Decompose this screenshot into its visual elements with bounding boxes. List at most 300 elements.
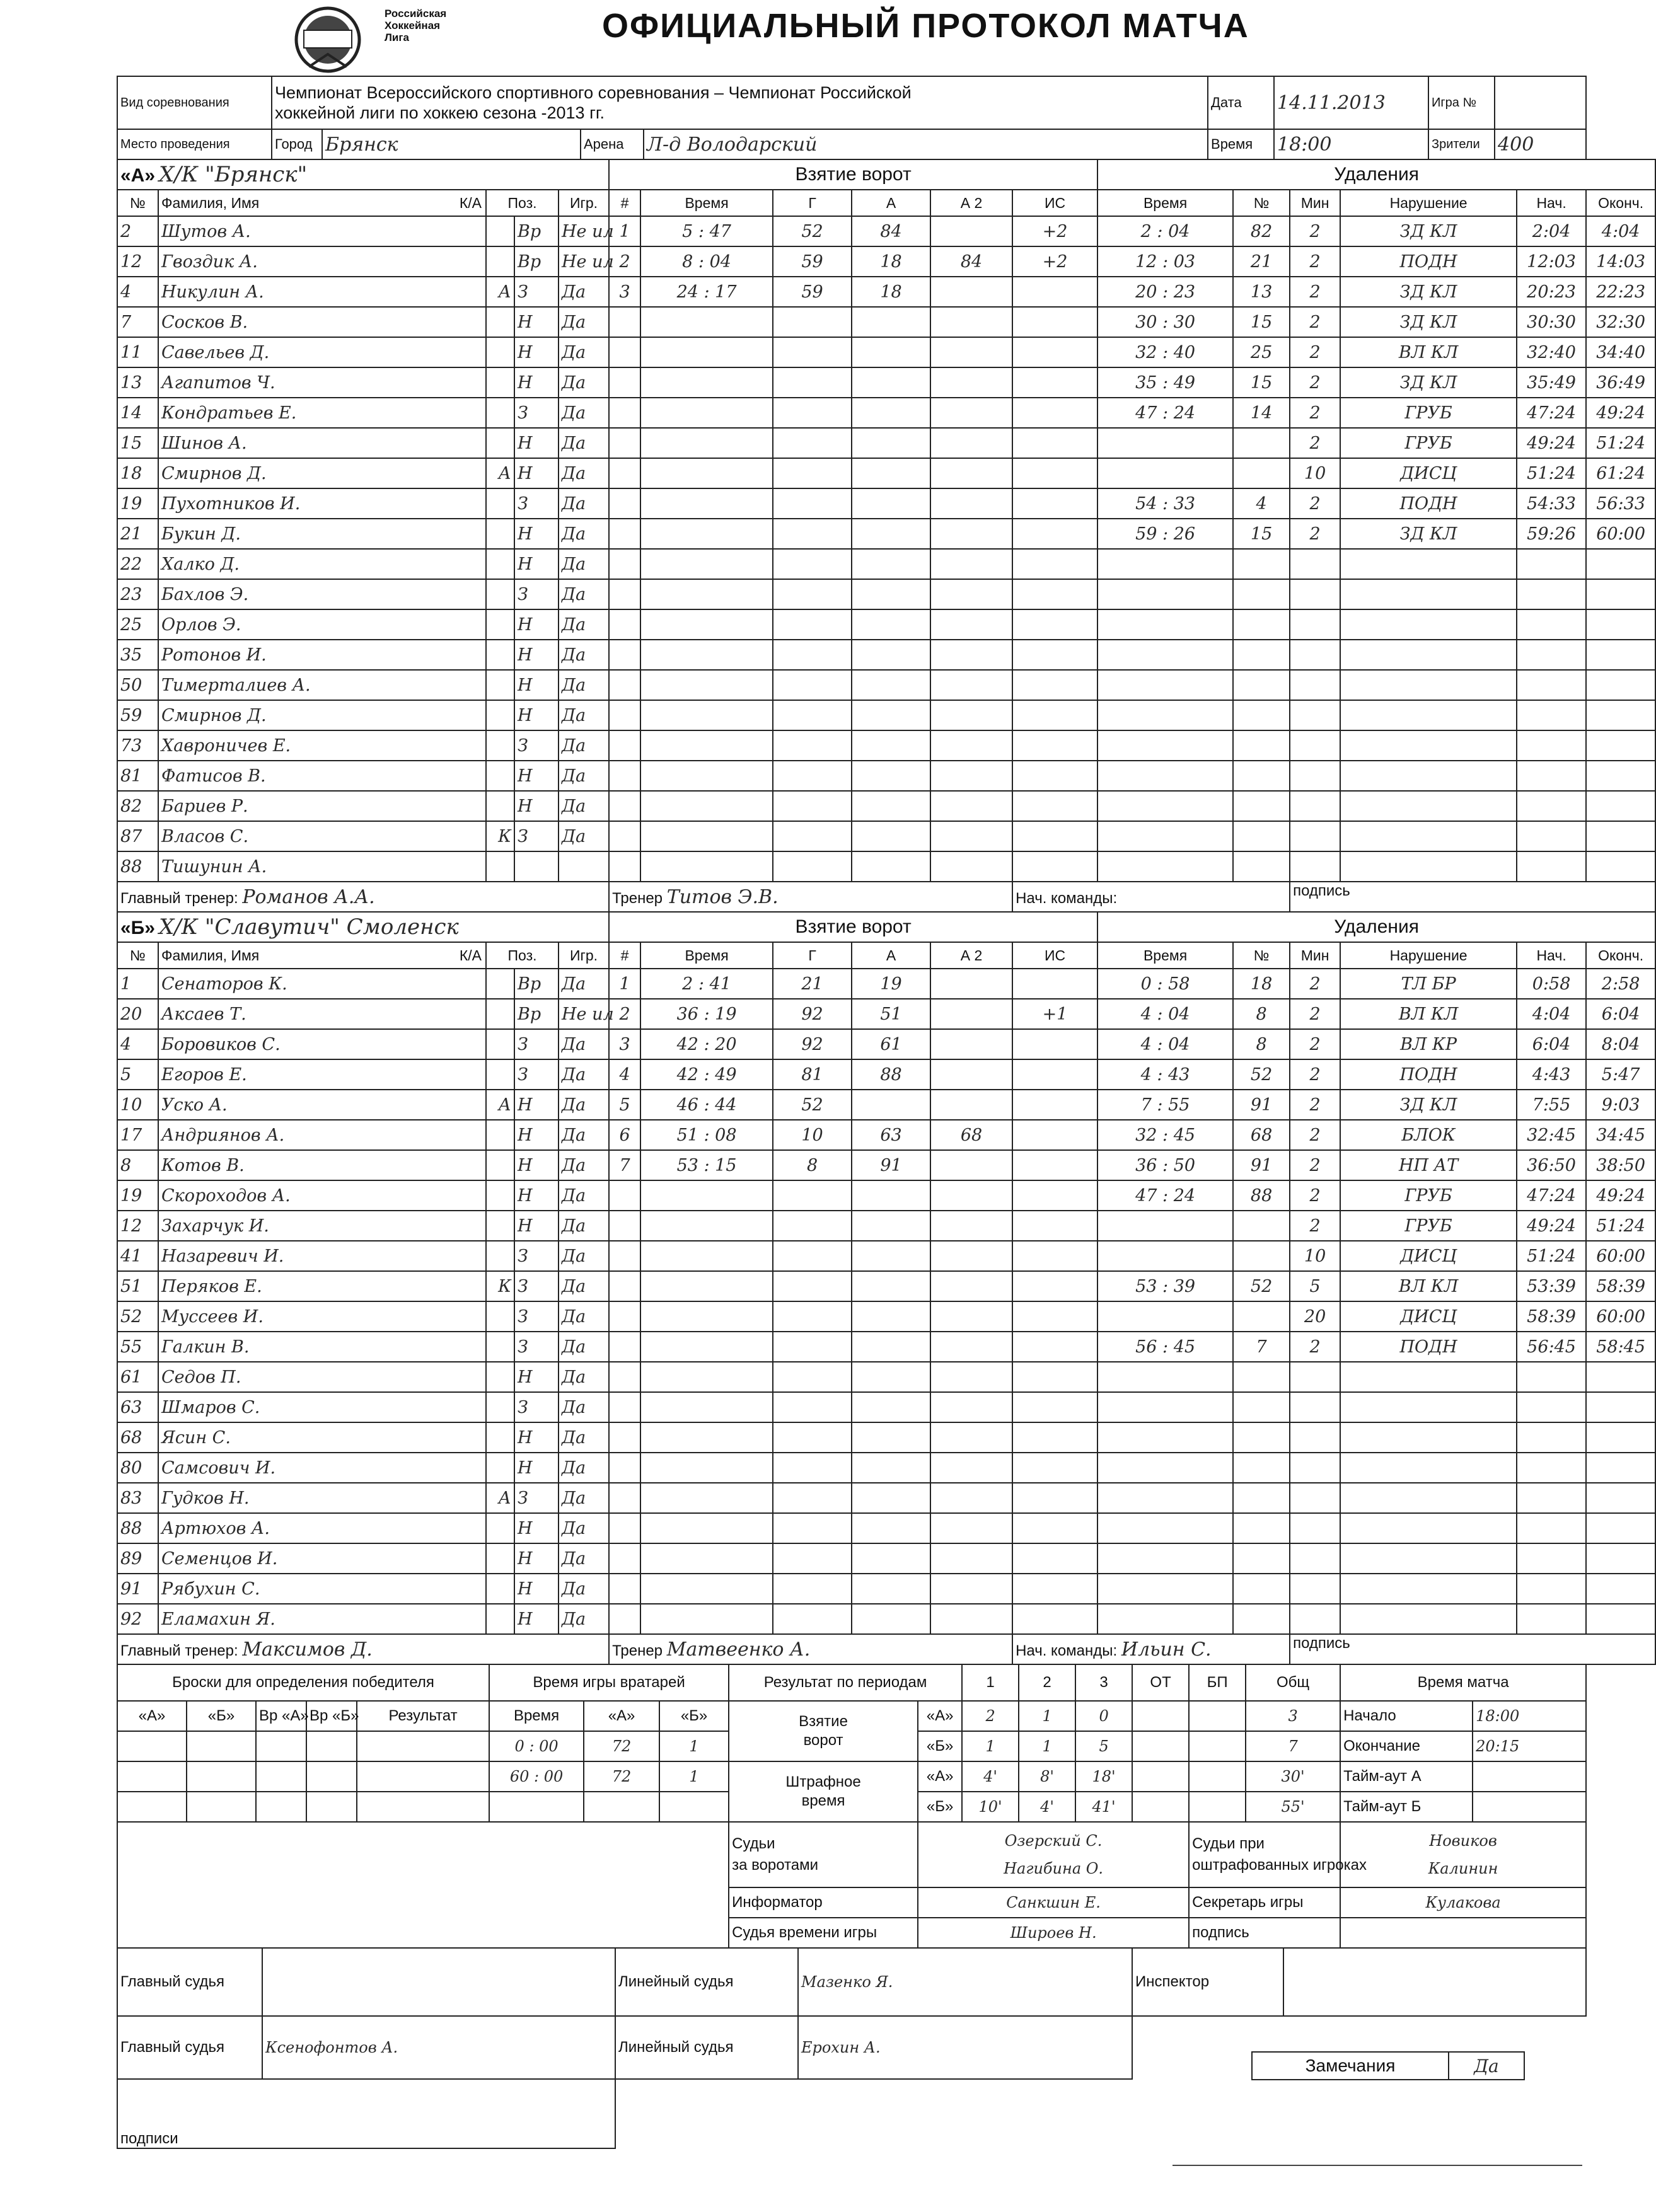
team-a-penalty-end: 56:33	[1586, 488, 1655, 519]
team-a-penalty-time: 54 : 33	[1097, 488, 1233, 519]
team-a-player-ka	[486, 307, 514, 337]
team-b-goal-scorer	[773, 1362, 852, 1392]
team-a-goal-num	[609, 519, 640, 549]
team-a-goal-scorer	[773, 791, 852, 821]
team-a-player-name: Тишунин А.	[158, 851, 486, 882]
table-row	[117, 1574, 1655, 1604]
team-b-player-pos: Н	[514, 1574, 559, 1604]
team-a-penalty-minutes: 2	[1290, 246, 1340, 277]
team-b-goal-num: 3	[609, 1029, 640, 1059]
team-b-player-num: 61	[117, 1362, 158, 1392]
team-a-goal-assist-2	[930, 488, 1012, 519]
table-row	[117, 1483, 1655, 1513]
col-name: Фамилия, Имя К/А	[158, 942, 486, 969]
team-a-coach: Тренер Титов Э.В.	[609, 882, 1012, 912]
team-b-penalty-end	[1586, 1604, 1655, 1634]
team-a-goal-num	[609, 367, 640, 398]
team-a-penalty-start	[1517, 700, 1586, 730]
team-a-goal-assist	[852, 609, 930, 640]
team-a-goal-scorer	[773, 609, 852, 640]
team-b-penalty-start	[1517, 1392, 1586, 1422]
team-b-goal-assist-2	[930, 1271, 1012, 1301]
team-a-penalty-start	[1517, 730, 1586, 761]
shootout-col-b: «Б»	[187, 1701, 256, 1731]
table-row	[117, 1090, 1655, 1120]
team-a-penalty-player	[1233, 730, 1290, 761]
team-b-player-ka: К	[486, 1271, 514, 1301]
team-b-penalty-offense	[1340, 1392, 1517, 1422]
team-b-player-played: Да	[559, 1241, 609, 1271]
team-b-penalty-end: 6:04	[1586, 999, 1655, 1029]
team-b-player-played: Да	[559, 1059, 609, 1090]
team-b-penalty-start: 49:24	[1517, 1211, 1586, 1241]
team-a-penalty-time	[1097, 730, 1233, 761]
team-b-goal-assist-2	[930, 1180, 1012, 1211]
team-b-penalty-time: 53 : 39	[1097, 1271, 1233, 1301]
team-b-player-name: Захарчук И.	[158, 1211, 486, 1241]
team-b-goal-scorer: 8	[773, 1150, 852, 1180]
team-b-table	[117, 911, 1656, 1665]
team-b-goal-scorer	[773, 1513, 852, 1543]
gk-row-2-time: 60 : 00	[489, 1761, 584, 1792]
goals-a-p2: 1	[1019, 1701, 1075, 1731]
team-b-goal-time: 51 : 08	[640, 1120, 773, 1150]
team-b-player-name: Ясин С.	[158, 1422, 486, 1453]
team-b-penalty-time	[1097, 1574, 1233, 1604]
team-b-goal-assist: 19	[852, 969, 930, 999]
logo-line-2: Хоккейная	[385, 20, 441, 32]
team-a-player-played: Да	[559, 821, 609, 851]
team-a-penalty-start	[1517, 640, 1586, 670]
team-b-goal-assist-2	[930, 1059, 1012, 1090]
spectators-label: Зрители	[1428, 129, 1495, 159]
team-a-player-played	[559, 851, 609, 882]
team-a-goal-strength	[1012, 821, 1097, 851]
team-b-goal-assist: 88	[852, 1059, 930, 1090]
team-a-player-name: Фатисов В.	[158, 761, 486, 791]
gk-col-b: «Б»	[659, 1701, 729, 1731]
team-a-penalty-offense	[1340, 640, 1517, 670]
table-row	[117, 1211, 1655, 1241]
team-b-goal-assist-2	[930, 1422, 1012, 1453]
team-a-goal-scorer: 59	[773, 246, 852, 277]
pim-a-p1: 4'	[962, 1761, 1019, 1792]
team-b-penalty-time: 56 : 45	[1097, 1332, 1233, 1362]
team-b-goal-strength	[1012, 1422, 1097, 1453]
goals-b-total: 7	[1246, 1731, 1340, 1761]
table-row	[117, 791, 1655, 821]
team-b-penalty-player	[1233, 1362, 1290, 1392]
team-a-goal-assist-2	[930, 398, 1012, 428]
team-a-goal-strength	[1012, 640, 1097, 670]
team-b-goal-scorer	[773, 1332, 852, 1362]
team-a-goal-assist: 84	[852, 216, 930, 246]
team-b-signature: подпись	[1290, 1634, 1655, 1664]
team-a-player-pos: Вр	[514, 216, 559, 246]
table-row	[117, 337, 1655, 367]
team-a-signature: подпись	[1290, 882, 1655, 912]
team-b-penalty-end	[1586, 1513, 1655, 1543]
team-b-goal-time	[640, 1271, 773, 1301]
team-b-penalty-player: 88	[1233, 1180, 1290, 1211]
team-b-player-name: Галкин В.	[158, 1332, 486, 1362]
team-a-penalty-minutes	[1290, 851, 1340, 882]
team-a-penalty-time	[1097, 851, 1233, 882]
team-a-player-num: 18	[117, 458, 158, 488]
col-pen-end: Оконч.	[1586, 942, 1655, 969]
team-a-goal-strength	[1012, 428, 1097, 458]
team-b-goal-scorer: 92	[773, 999, 852, 1029]
team-b-penalty-offense	[1340, 1483, 1517, 1513]
team-a-goal-assist	[852, 700, 930, 730]
spectators-value: 400	[1495, 129, 1586, 159]
team-b-penalty-start: 4:43	[1517, 1059, 1586, 1090]
team-b-goal-strength	[1012, 1211, 1097, 1241]
team-a-player-pos: Вр	[514, 246, 559, 277]
team-a-goal-scorer	[773, 428, 852, 458]
team-a-player-name: Бариев Р.	[158, 791, 486, 821]
team-b-player-played: Не ил	[559, 999, 609, 1029]
match-time-title: Время матча	[1340, 1664, 1586, 1701]
team-b-header	[117, 912, 609, 942]
team-b-goal-scorer	[773, 1574, 852, 1604]
team-a-goal-assist-2	[930, 700, 1012, 730]
team-b-penalty-minutes	[1290, 1543, 1340, 1574]
team-a-penalty-start	[1517, 791, 1586, 821]
team-a-player-ka	[486, 428, 514, 458]
goals-b-p3: 5	[1075, 1731, 1132, 1761]
team-a-player-played: Да	[559, 549, 609, 579]
col-pos: Поз.	[486, 190, 559, 216]
team-b-penalty-offense: ВЛ КЛ	[1340, 1271, 1517, 1301]
team-a-goal-strength	[1012, 398, 1097, 428]
team-a-goal-assist	[852, 791, 930, 821]
team-a-goal-assist-2	[930, 519, 1012, 549]
team-a-player-pos: Н	[514, 307, 559, 337]
informer-value: Санкшин Е.	[918, 1887, 1189, 1918]
col-played: Игр.	[559, 190, 609, 216]
logo-line-3: Лига	[385, 32, 409, 43]
team-a-player-name: Савельев Д.	[158, 337, 486, 367]
team-b-goals-title: Взятие ворот	[609, 912, 1097, 942]
team-b-penalty-minutes: 2	[1290, 1180, 1340, 1211]
team-b-penalty-time: 32 : 45	[1097, 1120, 1233, 1150]
team-b-goal-strength	[1012, 1362, 1097, 1392]
team-a-penalty-player: 13	[1233, 277, 1290, 307]
team-b-player-played: Да	[559, 1392, 609, 1422]
table-row	[117, 761, 1655, 791]
team-b-player-name: Сенаторов К.	[158, 969, 486, 999]
team-a-player-num: 82	[117, 791, 158, 821]
team-b-player-pos: Н	[514, 1513, 559, 1543]
team-b-goal-num: 2	[609, 999, 640, 1029]
team-b-goal-strength	[1012, 1090, 1097, 1120]
period-3-header: 3	[1075, 1664, 1132, 1701]
team-a-goal-num	[609, 791, 640, 821]
summary-table	[117, 1664, 1587, 1949]
informer-label: Информатор	[729, 1887, 918, 1918]
team-a-penalty-time: 47 : 24	[1097, 398, 1233, 428]
team-b-goal-strength	[1012, 1513, 1097, 1543]
team-a-penalty-offense	[1340, 761, 1517, 791]
team-a-penalty-player	[1233, 851, 1290, 882]
col-goal-num: #	[609, 942, 640, 969]
team-b-player-name: Семенцов И.	[158, 1543, 486, 1574]
team-b-penalty-player: 91	[1233, 1150, 1290, 1180]
page-title: ОФИЦИАЛЬНЫЙ ПРОТОКОЛ МАТЧА	[602, 7, 1249, 45]
team-b-player-played: Да	[559, 1332, 609, 1362]
team-a-penalty-start: 35:49	[1517, 367, 1586, 398]
team-b-penalty-offense: ТЛ БР	[1340, 969, 1517, 999]
team-b-goal-scorer	[773, 1543, 852, 1574]
team-b-goal-strength	[1012, 1241, 1097, 1271]
col-pen-offense: Нарушение	[1340, 190, 1517, 216]
team-a-penalty-minutes: 2	[1290, 277, 1340, 307]
team-b-penalty-minutes: 2	[1290, 1120, 1340, 1150]
team-a-penalty-minutes: 2	[1290, 428, 1340, 458]
team-b-penalty-start	[1517, 1604, 1586, 1634]
col-goal-a2: А 2	[930, 942, 1012, 969]
team-b-penalty-end	[1586, 1422, 1655, 1453]
team-a-penalty-offense	[1340, 609, 1517, 640]
team-b-goal-num	[609, 1453, 640, 1483]
team-a-player-played: Да	[559, 730, 609, 761]
arena-label: Арена	[581, 129, 644, 159]
team-b-player-played: Да	[559, 1604, 609, 1634]
team-a-goal-time	[640, 761, 773, 791]
team-b-player-name: Скороходов А.	[158, 1180, 486, 1211]
team-a-player-name: Сосков В.	[158, 307, 486, 337]
competition-label: Вид соревнования	[117, 76, 272, 129]
team-b-penalty-player: 52	[1233, 1059, 1290, 1090]
team-b-goal-strength	[1012, 1120, 1097, 1150]
team-b-goal-strength	[1012, 1150, 1097, 1180]
team-b-player-ka	[486, 1392, 514, 1422]
team-a-penalty-time	[1097, 458, 1233, 488]
team-a-player-pos: З	[514, 488, 559, 519]
pim-b-label: «Б»	[918, 1792, 962, 1822]
team-a-player-pos: Н	[514, 670, 559, 700]
table-row	[117, 1150, 1655, 1180]
team-b-goal-num: 4	[609, 1059, 640, 1090]
team-b-goal-assist-2	[930, 1543, 1012, 1574]
team-a-player-name: Тимерталиев А.	[158, 670, 486, 700]
team-a-penalty-time: 59 : 26	[1097, 519, 1233, 549]
team-a-goal-assist	[852, 640, 930, 670]
remarks-value: Да	[1474, 2055, 1499, 2077]
team-a-penalty-offense: ЗД КЛ	[1340, 277, 1517, 307]
team-a-player-num: 22	[117, 549, 158, 579]
team-a-goal-assist-2	[930, 367, 1012, 398]
team-b-goal-time	[640, 1211, 773, 1241]
team-a-goal-strength: +2	[1012, 216, 1097, 246]
team-a-player-ka	[486, 216, 514, 246]
team-a-player-num: 15	[117, 428, 158, 458]
team-b-goal-scorer	[773, 1392, 852, 1422]
team-b-goal-scorer	[773, 1180, 852, 1211]
team-b-penalty-offense: ГРУБ	[1340, 1180, 1517, 1211]
table-row	[117, 1604, 1655, 1634]
team-b-penalty-player: 7	[1233, 1332, 1290, 1362]
team-a-penalty-end	[1586, 609, 1655, 640]
team-a-goal-time	[640, 609, 773, 640]
team-a-player-pos: З	[514, 277, 559, 307]
team-b-penalty-minutes	[1290, 1422, 1340, 1453]
team-a-player-num: 21	[117, 519, 158, 549]
team-b-penalty-player	[1233, 1543, 1290, 1574]
team-b-penalty-player	[1233, 1574, 1290, 1604]
team-a-goal-strength	[1012, 579, 1097, 609]
team-b-player-ka	[486, 1241, 514, 1271]
team-b-goal-num	[609, 1362, 640, 1392]
team-a-player-name: Кондратьев Е.	[158, 398, 486, 428]
team-b-goal-strength	[1012, 1029, 1097, 1059]
team-a-penalty-offense	[1340, 791, 1517, 821]
team-b-penalty-offense	[1340, 1422, 1517, 1453]
officials-table	[117, 1947, 1587, 2149]
table-row	[117, 1029, 1655, 1059]
team-b-penalty-minutes: 2	[1290, 1059, 1340, 1090]
team-b-chief: Нач. команды: Ильин С.	[1012, 1634, 1290, 1664]
team-b-goal-num	[609, 1271, 640, 1301]
team-b-player-ka: А	[486, 1483, 514, 1513]
team-a-player-num: 14	[117, 398, 158, 428]
team-b-penalty-time: 4 : 04	[1097, 1029, 1233, 1059]
team-b-penalty-minutes: 2	[1290, 1090, 1340, 1120]
team-a-goal-scorer	[773, 367, 852, 398]
team-a-penalty-end: 32:30	[1586, 307, 1655, 337]
pim-a-label: «А»	[918, 1761, 962, 1792]
team-b-goal-strength	[1012, 1180, 1097, 1211]
team-b-penalty-offense: ПОДН	[1340, 1332, 1517, 1362]
team-a-player-num: 7	[117, 307, 158, 337]
team-a-player-num: 81	[117, 761, 158, 791]
team-a-penalty-player: 15	[1233, 367, 1290, 398]
pim-a-p2: 8'	[1019, 1761, 1075, 1792]
team-a-player-ka	[486, 640, 514, 670]
team-b-player-pos: Н	[514, 1090, 559, 1120]
team-b-player-name: Еламахин Я.	[158, 1604, 486, 1634]
team-a-penalty-start: 12:03	[1517, 246, 1586, 277]
team-b-player-ka	[486, 1422, 514, 1453]
team-b-goal-assist: 91	[852, 1150, 930, 1180]
col-pen-start: Нач.	[1517, 942, 1586, 969]
team-a-penalty-end: 14:03	[1586, 246, 1655, 277]
col-played: Игр.	[559, 942, 609, 969]
team-a-penalty-minutes	[1290, 640, 1340, 670]
team-b-penalties-title: Удаления	[1097, 912, 1655, 942]
shootout-col-gk-b: Вр «Б»	[306, 1701, 357, 1731]
team-b-head-coach: Главный тренер: Максимов Д.	[117, 1634, 609, 1664]
team-b-player-name: Котов В.	[158, 1150, 486, 1180]
team-b-player-num: 63	[117, 1392, 158, 1422]
team-b-player-pos: Н	[514, 1422, 559, 1453]
team-b-player-pos: Н	[514, 1211, 559, 1241]
team-b-player-num: 20	[117, 999, 158, 1029]
team-a-player-num: 59	[117, 700, 158, 730]
time-value: 18:00	[1274, 129, 1428, 159]
team-b-goal-time	[640, 1483, 773, 1513]
logo-line-1: Российская	[385, 8, 447, 20]
col-pen-start: Нач.	[1517, 190, 1586, 216]
team-a-goal-strength	[1012, 761, 1097, 791]
team-b-player-ka	[486, 1574, 514, 1604]
team-a-goal-assist-2	[930, 458, 1012, 488]
team-b-goal-time	[640, 1422, 773, 1453]
team-b-player-ka	[486, 1180, 514, 1211]
gk-row-1-time: 0 : 00	[489, 1731, 584, 1761]
team-b-penalty-time	[1097, 1604, 1233, 1634]
team-b-goal-assist-2	[930, 1483, 1012, 1513]
team-b-penalty-player	[1233, 1483, 1290, 1513]
team-a-player-name: Халко Д.	[158, 549, 486, 579]
team-a-penalty-player: 25	[1233, 337, 1290, 367]
team-a-goal-strength: +2	[1012, 246, 1097, 277]
table-row	[117, 277, 1655, 307]
team-a-penalty-offense: ДИСЦ	[1340, 458, 1517, 488]
team-b-penalty-player	[1233, 1241, 1290, 1271]
table-row	[117, 307, 1655, 337]
period-2-header: 2	[1019, 1664, 1075, 1701]
team-a-player-played: Да	[559, 640, 609, 670]
team-a-goal-time	[640, 821, 773, 851]
team-b-penalty-end: 38:50	[1586, 1150, 1655, 1180]
team-a-goal-time	[640, 337, 773, 367]
match-start-label: Начало	[1340, 1701, 1473, 1731]
team-a-player-ka: А	[486, 277, 514, 307]
team-b-penalty-end: 8:04	[1586, 1029, 1655, 1059]
team-b-goal-time	[640, 1513, 773, 1543]
team-a-goal-strength	[1012, 549, 1097, 579]
date-label: Дата	[1208, 76, 1274, 129]
team-b-goal-assist: 61	[852, 1029, 930, 1059]
team-a-goal-assist-2: 84	[930, 246, 1012, 277]
team-a-penalty-minutes	[1290, 761, 1340, 791]
goals-a-p3: 0	[1075, 1701, 1132, 1731]
team-a-penalty-offense: ЗД КЛ	[1340, 367, 1517, 398]
team-b-player-name: Аксаев Т.	[158, 999, 486, 1029]
match-end-value: 20:15	[1473, 1731, 1586, 1761]
team-a-player-played: Да	[559, 700, 609, 730]
team-b-goal-scorer	[773, 1422, 852, 1453]
logo-caption	[385, 8, 485, 43]
team-b-penalty-end	[1586, 1483, 1655, 1513]
team-a-goal-num: 2	[609, 246, 640, 277]
team-b-player-pos: Вр	[514, 969, 559, 999]
table-row	[117, 851, 1655, 882]
team-a-goal-num	[609, 549, 640, 579]
team-b-player-played: Да	[559, 1483, 609, 1513]
secretary-value: Кулакова	[1340, 1887, 1586, 1918]
col-pen-min: Мин	[1290, 942, 1340, 969]
period-total-header: Общ	[1246, 1664, 1340, 1701]
team-b-penalty-start: 36:50	[1517, 1150, 1586, 1180]
team-a-goal-time: 5 : 47	[640, 216, 773, 246]
team-b-player-played: Да	[559, 969, 609, 999]
team-b-goal-assist: 51	[852, 999, 930, 1029]
team-b-goal-assist-2: 68	[930, 1120, 1012, 1150]
team-a-penalty-time	[1097, 640, 1233, 670]
team-b-goal-assist	[852, 1574, 930, 1604]
team-b-player-num: 41	[117, 1241, 158, 1271]
team-a-goal-scorer	[773, 307, 852, 337]
team-b-penalty-minutes: 2	[1290, 1029, 1340, 1059]
team-b-goal-assist	[852, 1180, 930, 1211]
team-a-penalty-minutes: 10	[1290, 458, 1340, 488]
team-b-penalty-player: 8	[1233, 999, 1290, 1029]
team-b-penalty-start: 6:04	[1517, 1029, 1586, 1059]
team-a-player-played: Да	[559, 579, 609, 609]
